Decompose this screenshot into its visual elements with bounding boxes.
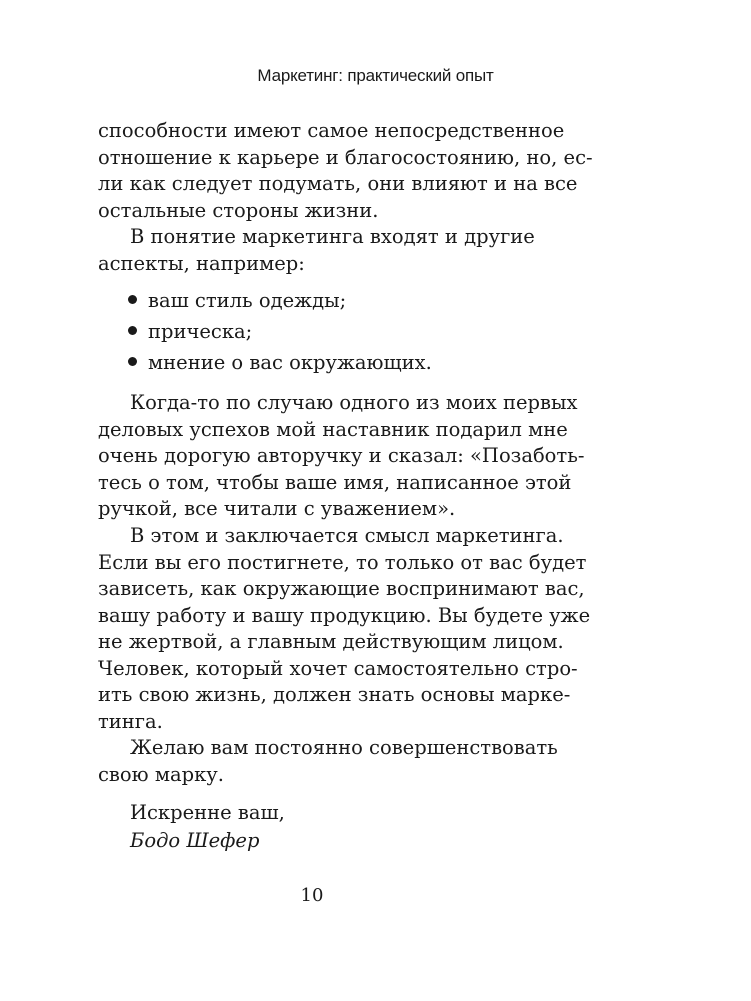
running-head-title: Маркетинг: практический опыт: [257, 66, 494, 85]
text-line: аспекты, например:: [98, 251, 305, 275]
text-line: свою марку.: [98, 762, 224, 786]
bullet-dot-icon: [128, 357, 137, 366]
text-line: Когда-то по случаю одного из моих первых: [130, 391, 578, 414]
paragraph-5: [98, 735, 558, 788]
paragraph-3: [98, 390, 585, 523]
bullet-item: [128, 350, 528, 381]
text-line: Если вы его постигнете, то только от вас будет: [98, 550, 587, 574]
text-line: очень дорогую авторучку и сказал: «Позаботь-: [98, 444, 585, 467]
paragraph-4: [98, 523, 591, 735]
paragraph-1: [98, 118, 593, 224]
text-line: способности имеют самое непосредственное: [98, 119, 565, 142]
bullet-text: ваш стиль одежды;: [148, 289, 347, 312]
page-number: 10: [300, 885, 324, 906]
bullet-list: [128, 288, 528, 381]
text-line: не жертвой, а главным действующим лицом.: [98, 630, 564, 653]
text-line: В понятие маркетинга входят и другие: [130, 225, 535, 248]
text-line: Желаю вам постоянно совершенствовать: [130, 736, 558, 759]
bullet-item: [128, 288, 528, 319]
bullet-text: прическа;: [148, 320, 253, 343]
bullet-dot-icon: [128, 326, 137, 335]
text-line: тесь о том, чтобы ваше имя, написанное этой: [98, 470, 572, 494]
text-line: ручкой, все читали с уважением».: [98, 497, 456, 520]
signature-name: Бодо Шефер: [130, 829, 260, 852]
bullet-item: [128, 319, 528, 350]
text-line: В этом и заключается смысл маркетинга.: [130, 524, 564, 547]
text-line: ить свою жизнь, должен знать основы марке-: [98, 683, 571, 706]
text-line: зависеть, как окружающие воспринимают вас,: [98, 577, 585, 600]
bullet-dot-icon: [128, 295, 137, 304]
bullet-text: мнение о вас окружающих.: [148, 351, 432, 374]
text-line: отношение к карьере и благосостоянию, но, ес-: [98, 145, 593, 169]
signature-greeting: Искренне ваш,: [130, 801, 285, 824]
paragraph-2: [98, 224, 535, 277]
text-line: деловых успехов мой наставник подарил мне: [98, 417, 568, 441]
text-line: ли как следует подумать, они влияют и на все: [98, 172, 578, 195]
text-line: тинга.: [98, 709, 163, 733]
text-line: Человек, который хочет самостоятельно стро-: [98, 656, 578, 680]
text-line: вашу работу и вашу продукцию. Вы будете уже: [98, 603, 591, 627]
text-line: остальные стороны жизни.: [98, 198, 379, 222]
